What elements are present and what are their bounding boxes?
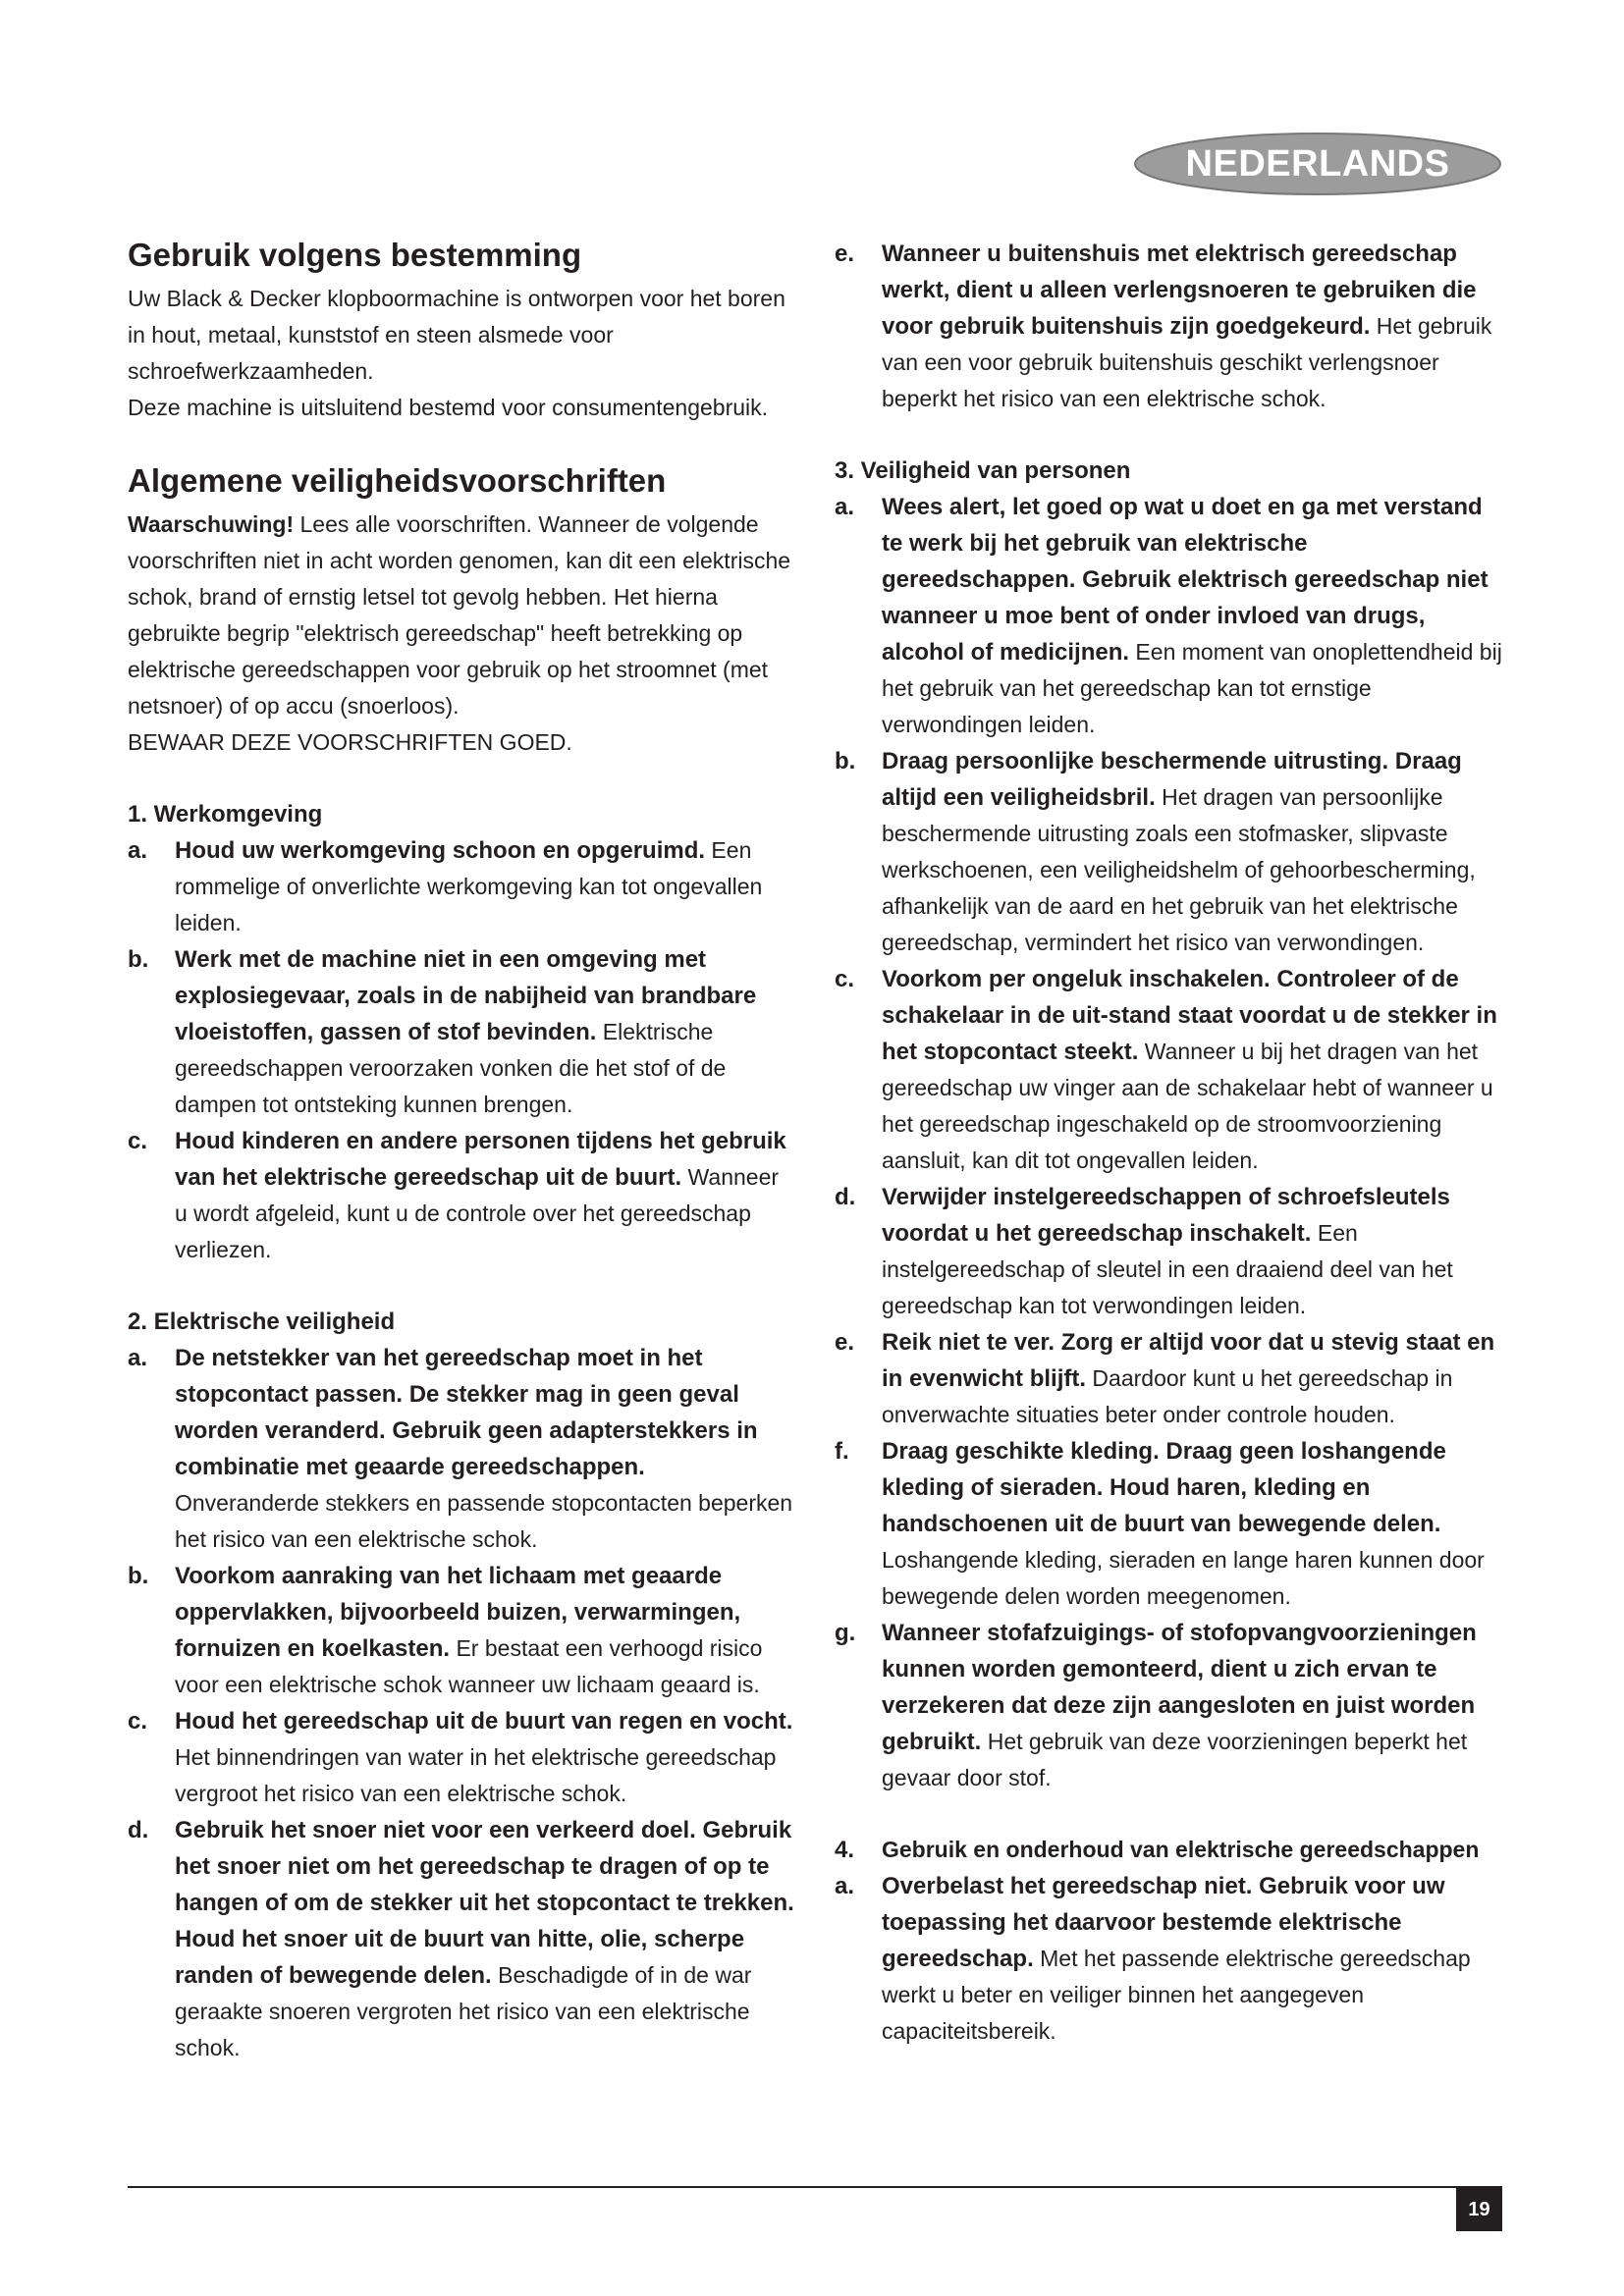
item-letter: c. [835,966,855,992]
electrical-safety-heading: 2. Elektrische veiligheid [128,1308,396,1335]
item-text: Het binnendringen van water in het elektrische gereedschap vergroot het risico van een elektrische schok. [175,1744,777,1806]
warning-paragraph [128,507,795,724]
item-text: Er bestaat een verhoogd risico voor een elektrische schok wanneer uw lichaam geaard is. [175,1635,763,1697]
item-bold: Draag persoonlijke beschermende uitrusting. Draag altijd een veiligheidsbril. [882,748,1462,811]
item-bold: Wanneer stofafzuigings- of stofopvangvoorzieningen kunnen worden gemonteerd, dient u zich ervan te verzekeren dat deze zijn aangesloten en juist worden gebruikt. [882,1620,1477,1755]
item-bold: Verwijder instelgereedschappen of schroefsleutels voordat u het gereedschap inschakelt. [882,1184,1450,1247]
section-title-intended-use: Gebruik volgens bestemming [128,237,582,273]
list-item [128,832,795,941]
language-label: NEDERLANDS [1185,143,1450,185]
personal-safety-list [835,489,1502,1796]
item-bold: Wanneer u buitenshuis met elektrisch gereedschap werkt, dient u alleen verlengsnoeren te gebruiken die voor gebruik buitenshuis zijn goedgekeurd. [882,240,1477,340]
warning-label: Waarschuwing! [128,511,295,537]
item-text: Loshangende kleding, sieraden en lange haren kunnen door bewegende delen worden meegenomen. [882,1547,1485,1609]
item-text: Daardoor kunt u het gereedschap in onverwachte situaties beter onder controle houden. [882,1365,1453,1427]
list-item [835,1324,1502,1433]
item-text: Wanneer u wordt afgeleid, kunt u de controle over het gereedschap verliezen. [175,1164,780,1262]
language-tab [1131,131,1504,197]
list-item [835,1868,1502,2050]
item-letter: d. [835,1184,856,1210]
item-letter: a. [128,1345,148,1371]
item-bold: Voorkom aanraking van het lichaam met geaarde oppervlakken, bijvoorbeeld buizen, verwarmingen, fornuizen en koelkasten. [175,1563,741,1662]
list-item [835,1615,1502,1796]
item-text: Het dragen van persoonlijke beschermende uitrusting zoals een stofmasker, slipvaste werkschoenen, een veiligheidshelm of gehoorbescherming, afhankelijk van de aard en het gebruik van het elektrische gereedschap, vermindert het risico van verwondingen. [882,784,1476,955]
electrical-safety-list [128,1340,795,2066]
item-text: Beschadigde of in de war geraakte snoeren vergroten het risico van een elektrische schok. [175,1962,752,2060]
list-item [128,1812,795,2066]
work-area-list [128,832,795,1268]
list-item [835,1433,1502,1615]
item-text: Elektrische gereedschappen veroorzaken vonken die het stof of de dampen tot ontsteking kunnen brengen. [175,1019,727,1117]
item-letter: a. [835,494,855,520]
item-bold: Overbelast het gereedschap niet. Gebruik voor uw toepassing het daarvoor bestemde elektrische gereedschap. [882,1873,1445,1972]
item-letter: d. [128,1817,149,1843]
list-item [835,489,1502,743]
item-text: Wanneer u bij het dragen van het gereedschap uw vinger aan de schakelaar hebt of wanneer u het gereedschap ingeschakeld op de stroomvoorziening aansluit, kan dit tot ongevallen leiden. [882,1039,1493,1173]
heading-text: Gebruik en onderhoud van elektrische gereedschappen [882,1837,1480,1862]
list-item [128,1123,795,1268]
item-text: Onveranderde stekkers en passende stopcontacten beperken het risico van een elektrische schok. [175,1490,793,1552]
item-letter: g. [835,1620,856,1646]
item-letter: b. [128,1563,149,1589]
list-item [835,236,1502,417]
list-item [835,743,1502,961]
item-text: Een instelgereedschap of sleutel in een draaiend deel van het gereedschap kan tot verwondingen leiden. [882,1220,1453,1318]
item-bold: De netstekker van het gereedschap moet in het stopcontact passen. De stekker mag in geen geval worden veranderd. Gebruik geen adapterstekkers in combinatie met geaarde gereedschappen. [175,1345,758,1480]
item-letter: f. [835,1438,849,1465]
consumer-use-text: Deze machine is uitsluitend bestemd voor consumentengebruik. [128,395,769,420]
item-bold: Houd uw werkomgeving schoon en opgeruimd. [175,837,706,864]
list-item [128,1703,795,1812]
personal-safety-heading: 3. Veiligheid van personen [835,457,1131,484]
item-text: Met het passende elektrische gereedschap werkt u beter en veiliger binnen het aangegeven capaciteitsbereik. [882,1946,1471,2044]
item-text: Het gebruik van een voor gebruik buitenshuis geschikt verlengsnoer beperkt het risico van een elektrische schok. [882,313,1492,411]
item-bold: Reik niet te ver. Zorg er altijd voor dat u stevig staat en in evenwicht blijft. [882,1329,1495,1392]
item-text: Een rommelige of onverlichte werkomgeving kan tot ongevallen leiden. [175,837,763,935]
item-text: Het gebruik van deze voorzieningen beperkt het gevaar door stof. [882,1729,1468,1790]
page-number: 19 [1456,2188,1502,2231]
list-item [835,961,1502,1179]
item-bold: Draag geschikte kleding. Draag geen loshangende kleding of sieraden. Houd haren, kleding en handschoenen uit de buurt van bewegende delen. [882,1438,1446,1537]
item-letter: b. [835,748,856,774]
warning-text: Lees alle voorschriften. Wanneer de volgende voorschriften niet in acht worden genomen, kan dit een elektrische schok, brand of ernstig letsel tot gevolg hebben. Het hierna gebruikte begrip "elektrisch gereedschap" heeft betrekking op elektrische gereedschappen voor gebruik op het stroomnet (met netsnoer) of op accu (snoerloos). [128,511,791,719]
item-letter: c. [128,1128,148,1154]
item-bold: Werk met de machine niet in een omgeving met explosiegevaar, zoals in de nabijheid van brandbare vloeistoffen, gassen of stof bevinden. [175,946,757,1045]
list-item [835,1179,1502,1324]
item-text: Een moment van onoplettendheid bij het gebruik van het gereedschap kan tot ernstige verwondingen leiden. [882,639,1502,737]
list-item [128,1340,795,1558]
right-column [835,236,1502,2050]
item-letter: a. [835,1873,855,1899]
item-letter: a. [128,837,148,864]
section-title-safety: Algemene veiligheidsvoorschriften [128,462,667,499]
item-bold: Voorkom per ongeluk inschakelen. Controleer of de schakelaar in de uit-stand staat voordat u de stekker in het stopcontact steekt. [882,966,1497,1065]
tool-use-list [835,1868,1502,2050]
item-letter: e. [835,1329,855,1356]
item-letter: e. [835,240,855,267]
list-item [128,941,795,1123]
intended-use-text: Uw Black & Decker klopboormachine is ontworpen voor het boren in hout, metaal, kunststof en steen alsmede voor schroefwerkzaamheden. [128,286,785,384]
footer-divider [128,2186,1502,2188]
work-area-heading: 1. Werkomgeving [128,801,323,828]
item-bold: Wees alert, let goed op wat u doet en ga met verstand te werk bij het gebruik van elektrische gereedschappen. Gebruik elektrisch gereedschap niet wanneer u moe bent of onder invloed van drugs, alcohol of medicijnen. [882,494,1489,666]
item-letter: b. [128,946,149,973]
item-bold: Houd het gereedschap uit de buurt van regen en vocht. [175,1708,793,1735]
item-bold: Gebruik het snoer niet voor een verkeerd doel. Gebruik het snoer niet om het gereedschap te dragen of op te hangen of om de stekker uit het stopcontact te trekken. Houd het snoer uit de buurt van hitte, olie, scherpe randen of bewegende delen. [175,1817,794,1989]
left-column [128,236,795,2066]
item-bold: Houd kinderen en andere personen tijdens het gebruik van het elektrische gereedschap uit de buurt. [175,1128,786,1191]
tool-use-heading [835,1832,1502,1868]
heading-number: 4. [835,1837,855,1863]
list-item [128,1558,795,1703]
item-letter: c. [128,1708,148,1735]
keep-instructions: BEWAAR DEZE VOORSCHRIFTEN GOED. [128,729,572,755]
